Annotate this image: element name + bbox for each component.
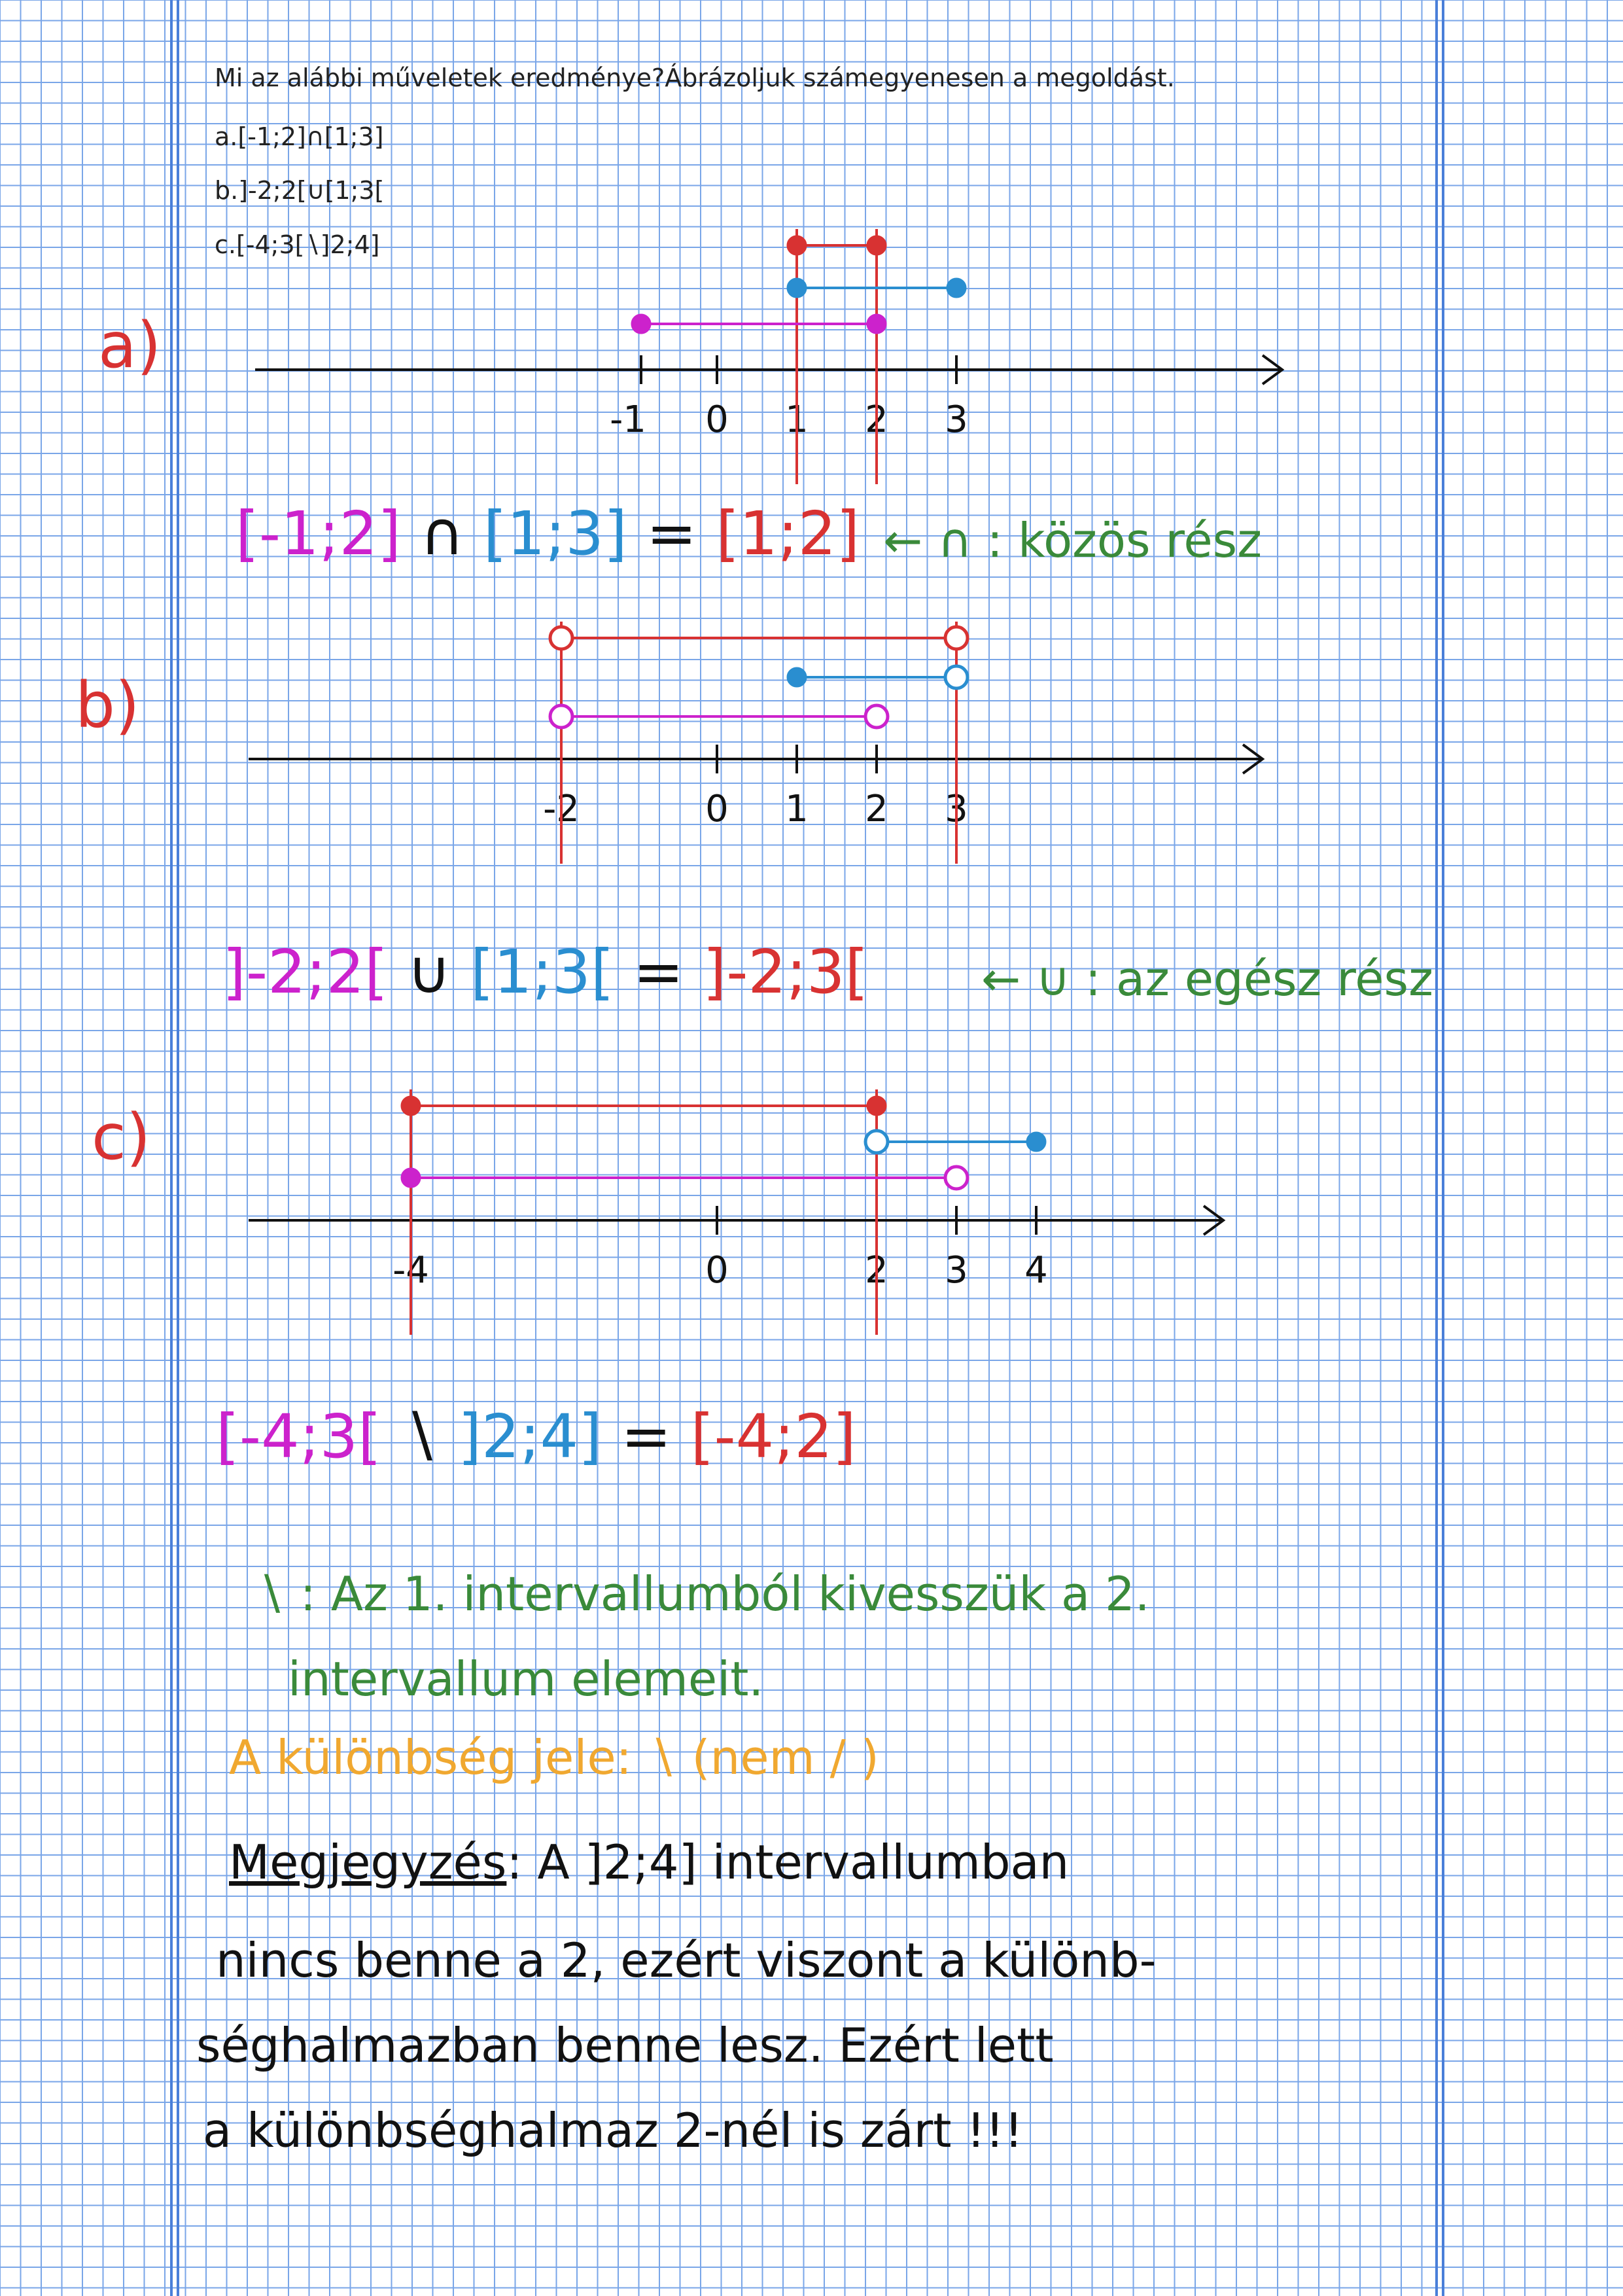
tick-label: 0: [705, 398, 729, 441]
number-line-b: [0, 589, 1623, 877]
tick-label: -1: [610, 398, 646, 441]
tick-label: -2: [543, 788, 580, 830]
interval-blue-closed-endpoint: [1028, 1133, 1045, 1150]
eq-a-result: [1;2]: [716, 499, 860, 569]
tick-label: -4: [393, 1249, 429, 1292]
tick-label: 1: [785, 788, 809, 830]
task-item-b: b.]-2;2[∪[1;3[: [215, 176, 385, 205]
task-item-c: c.[-4;3[∖]2;4]: [215, 230, 380, 259]
interval-red-closed-endpoint: [868, 237, 885, 254]
interval-red-open-endpoint: [550, 627, 572, 649]
interval-blue-closed-endpoint: [788, 279, 805, 296]
interval-blue-closed-endpoint: [788, 669, 805, 686]
equation-a: [236, 499, 860, 569]
interval-blue-open-endpoint: [945, 666, 968, 688]
tick-label: 3: [945, 788, 968, 830]
remark-line-1: [229, 1835, 1070, 1890]
remark-line-1-text: : A ]2;4] intervallumban: [506, 1835, 1070, 1890]
tick-label: 0: [705, 788, 729, 830]
part-b-label: b): [75, 669, 140, 742]
explanation-line-3: A különbség jele: ∖ (nem / ): [229, 1730, 879, 1785]
part-c-label: c): [92, 1101, 151, 1174]
eq-b-p1: ]-2;2[: [222, 937, 389, 1007]
eq-a-eq: =: [646, 499, 697, 569]
eq-b-p2: [1;3[: [470, 937, 614, 1007]
note-a: ← ∩ : közös rész: [883, 513, 1262, 568]
tick-label: 0: [705, 1249, 729, 1292]
tick-label: 4: [1024, 1249, 1048, 1292]
interval-blue-closed-endpoint: [948, 279, 965, 296]
number-line-c: [0, 1047, 1623, 1354]
tick-label: 2: [865, 788, 888, 830]
remark-line-3: séghalmazban benne lesz. Ezért lett: [196, 2018, 1054, 2073]
task-item-a: a.[-1;2]∩[1;3]: [215, 122, 384, 151]
equation-b: [222, 937, 869, 1007]
interval-red-closed-endpoint: [788, 237, 805, 254]
explanation-line-2: intervallum elemeit.: [288, 1651, 764, 1706]
eq-c-result: [-4;2]: [690, 1402, 856, 1472]
note-b: ← ∪ : az egész rész: [981, 951, 1433, 1006]
number-line-a: [0, 216, 1623, 504]
eq-b-eq: =: [633, 937, 684, 1007]
part-a-label: a): [98, 309, 162, 382]
tick-label: 2: [865, 1249, 888, 1292]
tick-label: 3: [945, 398, 968, 441]
interval-blue-open-endpoint: [865, 1131, 888, 1153]
equation-c: [216, 1402, 856, 1472]
remark-heading: Megjegyzés: [229, 1835, 507, 1890]
eq-c-eq: =: [621, 1402, 672, 1472]
task-title: Mi az alábbi műveletek eredménye?Ábrázoljuk számegyenesen a megoldást.: [215, 63, 1175, 92]
remark-line-4: a különbséghalmaz 2-nél is zárt !!!: [203, 2103, 1023, 2158]
eq-b-result: ]-2;3[: [703, 937, 869, 1007]
remark-line-2: nincs benne a 2, ezért viszont a különb-: [216, 1933, 1157, 1988]
eq-a-p1: [-1;2]: [236, 499, 402, 569]
interval-red-closed-endpoint: [402, 1097, 419, 1114]
interval-magenta-closed-endpoint: [868, 315, 885, 332]
interval-magenta-open-endpoint: [865, 705, 888, 728]
tick-label: 3: [945, 1249, 968, 1292]
tick-label: 2: [865, 398, 888, 441]
interval-red-closed-endpoint: [868, 1097, 885, 1114]
eq-c-op: ∖: [400, 1402, 439, 1472]
eq-c-p1: [-4;3[: [216, 1402, 382, 1472]
eq-b-op: ∪: [407, 937, 451, 1007]
interval-magenta-closed-endpoint: [633, 315, 650, 332]
interval-magenta-open-endpoint: [945, 1167, 968, 1189]
interval-magenta-closed-endpoint: [402, 1169, 419, 1186]
eq-a-p2: [1;3]: [483, 499, 627, 569]
eq-a-op: ∩: [420, 499, 464, 569]
interval-magenta-open-endpoint: [550, 705, 572, 728]
interval-red-open-endpoint: [945, 627, 968, 649]
tick-label: 1: [785, 398, 809, 441]
eq-c-p2: ]2;4]: [458, 1402, 602, 1472]
explanation-line-1: ∖ : Az 1. intervallumból kivesszük a 2.: [255, 1566, 1150, 1621]
